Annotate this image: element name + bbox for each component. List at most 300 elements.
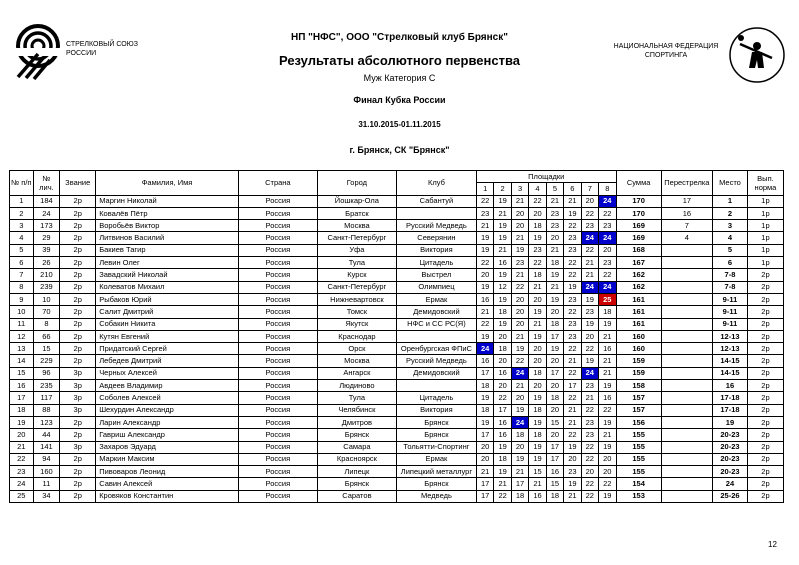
cell-rank: 2р — [60, 490, 96, 502]
cell-club: НФС и СС РС(Я) — [396, 318, 476, 330]
cell-area-score: 22 — [599, 404, 617, 416]
cell-place: 14-15 — [713, 355, 748, 367]
cell-city: Йошкар-Ола — [317, 195, 396, 207]
cell-place: 20-23 — [713, 453, 748, 465]
cell-area-score: 22 — [529, 195, 546, 207]
cell-place: 24 — [713, 478, 748, 490]
cell-area-score: 22 — [494, 490, 511, 502]
cell-norm: 1р — [747, 195, 783, 207]
cell-area-score: 21 — [476, 306, 493, 318]
cell-sum: 162 — [616, 269, 661, 281]
cell-area-score: 15 — [546, 416, 563, 428]
cell-area-score: 19 — [529, 392, 546, 404]
cell-lic: 29 — [33, 232, 60, 244]
cell-area-score: 22 — [581, 478, 598, 490]
cell-shootoff — [661, 441, 712, 453]
cell-area-score: 19 — [511, 244, 528, 256]
cell-country: Россия — [238, 244, 317, 256]
cell-place: 14-15 — [713, 367, 748, 379]
cell-norm: 2р — [747, 306, 783, 318]
cell-sum: 168 — [616, 244, 661, 256]
cell-area-score: 19 — [546, 343, 563, 355]
cell-place: 17-18 — [713, 392, 748, 404]
cell-area-score: 19 — [546, 269, 563, 281]
cell-norm: 2р — [747, 441, 783, 453]
cell-area-score: 22 — [564, 269, 581, 281]
cell-country: Россия — [238, 306, 317, 318]
cell-area-score: 16 — [476, 355, 493, 367]
cell-area-score: 20 — [529, 207, 546, 219]
cell-name: Пивоваров Леонид — [96, 466, 239, 478]
cell-sum: 155 — [616, 466, 661, 478]
cell-area-score: 19 — [494, 195, 511, 207]
table-row — [10, 416, 784, 428]
cell-place: 25-26 — [713, 490, 748, 502]
cell-area-score: 21 — [581, 257, 598, 269]
cell-sum: 170 — [616, 207, 661, 219]
cell-city: Липецк — [317, 466, 396, 478]
cell-name: Завадский Николай — [96, 269, 239, 281]
cell-club: Выстрел — [396, 269, 476, 281]
cell-sum: 161 — [616, 306, 661, 318]
cell-area-score: 20 — [511, 220, 528, 232]
cell-area-score: 18 — [546, 490, 563, 502]
cell-rank: 2р — [60, 220, 96, 232]
cell-area-score: 18 — [546, 257, 563, 269]
cell-lic: 26 — [33, 257, 60, 269]
cell-area-score: 24 — [581, 232, 598, 244]
cell-area-score: 20 — [546, 355, 563, 367]
cell-lic: 44 — [33, 429, 60, 441]
cell-area-score: 20 — [476, 269, 493, 281]
cell-club: Виктория — [396, 244, 476, 256]
cell-num: 22 — [10, 453, 34, 465]
cell-num: 24 — [10, 478, 34, 490]
cell-area-score: 21 — [511, 269, 528, 281]
cell-area-score: 20 — [546, 380, 563, 392]
cell-norm: 2р — [747, 380, 783, 392]
cell-place: 20-23 — [713, 429, 748, 441]
cell-num: 19 — [10, 416, 34, 428]
cell-num: 20 — [10, 429, 34, 441]
cell-area-score: 20 — [546, 232, 563, 244]
cell-club: Цитадель — [396, 392, 476, 404]
cell-area-score: 21 — [511, 232, 528, 244]
cell-place: 5 — [713, 244, 748, 256]
cell-area-score: 19 — [564, 281, 581, 293]
cell-area-score: 19 — [564, 478, 581, 490]
cell-area-score: 23 — [564, 293, 581, 305]
cell-shootoff — [661, 343, 712, 355]
cell-area-score: 24 — [511, 367, 528, 379]
cell-place: 19 — [713, 416, 748, 428]
cell-area-score: 18 — [529, 429, 546, 441]
cell-area-score: 23 — [546, 220, 563, 232]
cell-area-score: 22 — [599, 269, 617, 281]
cell-area-score: 19 — [476, 392, 493, 404]
col-city: Город — [317, 171, 396, 196]
cell-area-score: 20 — [529, 293, 546, 305]
cell-num: 8 — [10, 281, 34, 293]
cell-area-score: 20 — [511, 392, 528, 404]
cell-name: Шехурдин Александр — [96, 404, 239, 416]
cell-area-score: 23 — [476, 207, 493, 219]
col-lic: № лич. — [33, 171, 60, 196]
cell-area-score: 17 — [511, 478, 528, 490]
cell-area-score: 23 — [511, 257, 528, 269]
cell-name: Собакин Никита — [96, 318, 239, 330]
cell-shootoff — [661, 367, 712, 379]
cell-num: 9 — [10, 293, 34, 305]
cell-area-score: 22 — [564, 343, 581, 355]
cell-lic: 141 — [33, 441, 60, 453]
cell-norm: 2р — [747, 453, 783, 465]
table-row — [10, 293, 784, 305]
cell-country: Россия — [238, 392, 317, 404]
cell-club: Брянск — [396, 478, 476, 490]
cell-area-score: 19 — [476, 232, 493, 244]
cell-lic: 184 — [33, 195, 60, 207]
organizer: НП "НФС", ООО "Стрелковый клуб Брянск" — [290, 32, 508, 43]
cell-sum: 161 — [616, 293, 661, 305]
table-row — [10, 330, 784, 342]
cell-rank: 2р — [60, 306, 96, 318]
cell-area-score: 23 — [599, 220, 617, 232]
cell-country: Россия — [238, 380, 317, 392]
cell-norm: 2р — [747, 490, 783, 502]
cell-area-score: 18 — [529, 220, 546, 232]
cell-name: Черных Алексей — [96, 367, 239, 379]
cell-area-score: 19 — [476, 330, 493, 342]
cell-area-score: 21 — [599, 330, 617, 342]
cell-num: 14 — [10, 355, 34, 367]
cell-area-score: 20 — [494, 355, 511, 367]
cell-area-score: 20 — [546, 429, 563, 441]
cell-country: Россия — [238, 257, 317, 269]
cell-area-score: 23 — [581, 416, 598, 428]
cell-sum: 170 — [616, 195, 661, 207]
cell-sum: 158 — [616, 380, 661, 392]
cell-lic: 235 — [33, 380, 60, 392]
col-area-6: 6 — [564, 183, 581, 195]
cell-num: 1 — [10, 195, 34, 207]
cell-country: Россия — [238, 330, 317, 342]
cell-lic: 117 — [33, 392, 60, 404]
cell-rank: 2р — [60, 281, 96, 293]
cell-area-score: 20 — [529, 355, 546, 367]
cell-area-score: 23 — [564, 318, 581, 330]
cell-area-score: 22 — [564, 392, 581, 404]
cell-area-score: 17 — [476, 429, 493, 441]
cell-rank: 2р — [60, 293, 96, 305]
cell-area-score: 22 — [599, 207, 617, 219]
cell-city: Брянск — [317, 429, 396, 441]
cell-area-score: 19 — [494, 269, 511, 281]
cell-area-score: 19 — [581, 318, 598, 330]
cell-rank: 2р — [60, 355, 96, 367]
cell-shootoff — [661, 355, 712, 367]
cell-area-score: 23 — [564, 244, 581, 256]
cell-norm: 2р — [747, 404, 783, 416]
cell-city: Санкт-Петербург — [317, 232, 396, 244]
table-row — [10, 195, 784, 207]
cell-norm: 2р — [747, 281, 783, 293]
cell-club: Русский Медведь — [396, 220, 476, 232]
cell-place: 16 — [713, 380, 748, 392]
cell-area-score: 20 — [511, 207, 528, 219]
cell-name: Ларин Александр — [96, 416, 239, 428]
cell-area-score: 22 — [564, 306, 581, 318]
cell-rank: 2р — [60, 195, 96, 207]
cell-area-score: 21 — [494, 478, 511, 490]
cell-area-score: 22 — [564, 429, 581, 441]
col-area-5: 5 — [546, 183, 563, 195]
cell-club: Сабантуй — [396, 195, 476, 207]
cell-city: Томск — [317, 306, 396, 318]
cell-name: Кровяков Константин — [96, 490, 239, 502]
cell-rank: 3р — [60, 404, 96, 416]
cell-area-score: 19 — [494, 466, 511, 478]
cell-area-score: 19 — [511, 404, 528, 416]
cell-sum: 161 — [616, 318, 661, 330]
cell-area-score: 22 — [581, 490, 598, 502]
cell-lic: 96 — [33, 367, 60, 379]
cell-name: Лебедев Дмитрий — [96, 355, 239, 367]
cell-lic: 160 — [33, 466, 60, 478]
cell-num: 17 — [10, 392, 34, 404]
cell-area-score: 20 — [494, 380, 511, 392]
category: Муж Категория С — [363, 73, 436, 83]
table-row — [10, 207, 784, 219]
cell-num: 21 — [10, 441, 34, 453]
cell-name: Ковалёв Пётр — [96, 207, 239, 219]
cell-area-score: 17 — [546, 330, 563, 342]
cell-sum: 156 — [616, 416, 661, 428]
cell-area-score: 17 — [476, 490, 493, 502]
cell-area-score: 17 — [476, 367, 493, 379]
cell-city: Москва — [317, 220, 396, 232]
table-row — [10, 392, 784, 404]
cell-area-score: 20 — [476, 441, 493, 453]
cell-country: Россия — [238, 195, 317, 207]
cell-name: Кутян Евгений — [96, 330, 239, 342]
cell-lic: 88 — [33, 404, 60, 416]
cell-area-score: 20 — [581, 466, 598, 478]
cell-area-score: 23 — [564, 466, 581, 478]
cell-norm: 2р — [747, 478, 783, 490]
cell-norm: 1р — [747, 232, 783, 244]
cell-lic: 39 — [33, 244, 60, 256]
cell-name: Соболев Алексей — [96, 392, 239, 404]
page-number: 12 — [768, 540, 777, 549]
cell-club: Брянск — [396, 416, 476, 428]
cell-place: 9-11 — [713, 293, 748, 305]
cell-lic: 229 — [33, 355, 60, 367]
cell-area-score: 19 — [564, 207, 581, 219]
cell-area-score: 21 — [564, 355, 581, 367]
cell-rank: 2р — [60, 269, 96, 281]
cell-num: 7 — [10, 269, 34, 281]
table-row — [10, 318, 784, 330]
cell-place: 3 — [713, 220, 748, 232]
cell-area-score: 20 — [546, 404, 563, 416]
cell-place: 20-23 — [713, 466, 748, 478]
cell-place: 12-13 — [713, 343, 748, 355]
org-left-line-1: СТРЕЛКОВЫЙ СОЮЗ — [66, 41, 138, 48]
cell-area-score: 19 — [599, 441, 617, 453]
table-row — [10, 441, 784, 453]
cell-sum: 157 — [616, 392, 661, 404]
cell-area-score: 21 — [494, 207, 511, 219]
cell-country: Россия — [238, 293, 317, 305]
cell-area-score: 24 — [599, 281, 617, 293]
cell-area-score: 24 — [511, 416, 528, 428]
cell-place: 2 — [713, 207, 748, 219]
cell-area-score: 17 — [546, 453, 563, 465]
cell-area-score: 19 — [581, 355, 598, 367]
cell-name: Авдеев Владимир — [96, 380, 239, 392]
cell-norm: 2р — [747, 416, 783, 428]
cell-area-score: 22 — [581, 244, 598, 256]
cell-rank: 2р — [60, 330, 96, 342]
event-dates: 31.10.2015-01.11.2015 — [358, 120, 441, 129]
cell-area-score: 18 — [529, 269, 546, 281]
cell-area-score: 16 — [494, 416, 511, 428]
cell-shootoff — [661, 269, 712, 281]
cell-area-score: 16 — [476, 293, 493, 305]
cell-club: Демидовский — [396, 367, 476, 379]
cell-area-score: 21 — [529, 281, 546, 293]
cell-area-score: 19 — [529, 416, 546, 428]
cell-club — [396, 380, 476, 392]
cell-norm: 2р — [747, 318, 783, 330]
cell-num: 15 — [10, 367, 34, 379]
cell-area-score: 21 — [511, 195, 528, 207]
cell-area-score: 18 — [494, 453, 511, 465]
cell-club: Демидовский — [396, 306, 476, 318]
cell-club: Ермак — [396, 293, 476, 305]
org-left-line-2: РОССИИ — [66, 50, 97, 57]
cell-area-score: 22 — [476, 318, 493, 330]
cell-name: Захаров Эдуард — [96, 441, 239, 453]
cell-num: 4 — [10, 232, 34, 244]
cell-lic: 210 — [33, 269, 60, 281]
table-row — [10, 355, 784, 367]
cell-norm: 2р — [747, 466, 783, 478]
cell-norm: 1р — [747, 244, 783, 256]
cell-lic: 11 — [33, 478, 60, 490]
cell-club: Брянск — [396, 429, 476, 441]
cell-area-score: 21 — [564, 416, 581, 428]
cell-shootoff — [661, 453, 712, 465]
cell-sum: 160 — [616, 343, 661, 355]
col-area-2: 2 — [494, 183, 511, 195]
cell-area-score: 18 — [546, 318, 563, 330]
cell-area-score: 19 — [599, 318, 617, 330]
cell-club: Тольятти-Спортинг — [396, 441, 476, 453]
cell-lic: 10 — [33, 293, 60, 305]
cell-area-score: 21 — [511, 466, 528, 478]
cell-area-score: 21 — [476, 220, 493, 232]
cell-name: Колеватов Михаил — [96, 281, 239, 293]
cell-sum: 169 — [616, 220, 661, 232]
cell-area-score: 19 — [494, 318, 511, 330]
cell-place: 1 — [713, 195, 748, 207]
table-row — [10, 232, 784, 244]
page-title: Результаты абсолютного первенства — [278, 53, 521, 68]
table-row — [10, 490, 784, 502]
cell-place: 20-23 — [713, 441, 748, 453]
col-area-4: 4 — [529, 183, 546, 195]
cell-area-score: 17 — [494, 404, 511, 416]
cell-area-score: 20 — [511, 318, 528, 330]
cell-city: Курск — [317, 269, 396, 281]
cell-country: Россия — [238, 490, 317, 502]
cell-shootoff — [661, 466, 712, 478]
table-row — [10, 478, 784, 490]
cell-norm: 2р — [747, 355, 783, 367]
cell-sum: 155 — [616, 429, 661, 441]
cell-norm: 2р — [747, 330, 783, 342]
cell-area-score: 22 — [564, 367, 581, 379]
col-country: Страна — [238, 171, 317, 196]
cell-place: 4 — [713, 232, 748, 244]
cell-city: Саратов — [317, 490, 396, 502]
cell-sum: 154 — [616, 478, 661, 490]
cell-lic: 15 — [33, 343, 60, 355]
cell-sum: 162 — [616, 281, 661, 293]
cell-area-score: 23 — [599, 257, 617, 269]
cell-name: Салит Дмитрий — [96, 306, 239, 318]
cell-num: 25 — [10, 490, 34, 502]
cell-club: Цитадель — [396, 257, 476, 269]
cell-country: Россия — [238, 478, 317, 490]
cell-area-score: 16 — [546, 466, 563, 478]
cell-area-score: 21 — [599, 429, 617, 441]
cell-area-score: 23 — [581, 429, 598, 441]
cell-norm: 2р — [747, 293, 783, 305]
cell-shootoff: 17 — [661, 195, 712, 207]
col-area-3: 3 — [511, 183, 528, 195]
cell-area-score: 15 — [529, 466, 546, 478]
cell-city: Санкт-Петербург — [317, 281, 396, 293]
cell-area-score: 21 — [546, 195, 563, 207]
table-row — [10, 244, 784, 256]
cell-lic: 123 — [33, 416, 60, 428]
col-areas: Площадки — [476, 171, 616, 183]
table-row — [10, 220, 784, 232]
cell-club: Ермак — [396, 453, 476, 465]
col-area-7: 7 — [581, 183, 598, 195]
cell-area-score: 19 — [511, 343, 528, 355]
cell-area-score: 21 — [476, 466, 493, 478]
cell-name: Гавриш Александр — [96, 429, 239, 441]
cell-area-score: 19 — [529, 330, 546, 342]
cell-sum: 153 — [616, 490, 661, 502]
cell-shootoff — [661, 429, 712, 441]
cell-country: Россия — [238, 232, 317, 244]
col-name: Фамилия, Имя — [96, 171, 239, 196]
cell-area-score: 19 — [564, 441, 581, 453]
cell-shootoff: 7 — [661, 220, 712, 232]
cell-area-score: 16 — [494, 429, 511, 441]
cell-area-score: 16 — [599, 392, 617, 404]
table-row — [10, 306, 784, 318]
table-row — [10, 380, 784, 392]
cell-place: 7-8 — [713, 281, 748, 293]
org-right-line-1: НАЦИОНАЛЬНАЯ ФЕДЕРАЦИЯ — [613, 43, 719, 50]
cell-area-score: 21 — [564, 490, 581, 502]
